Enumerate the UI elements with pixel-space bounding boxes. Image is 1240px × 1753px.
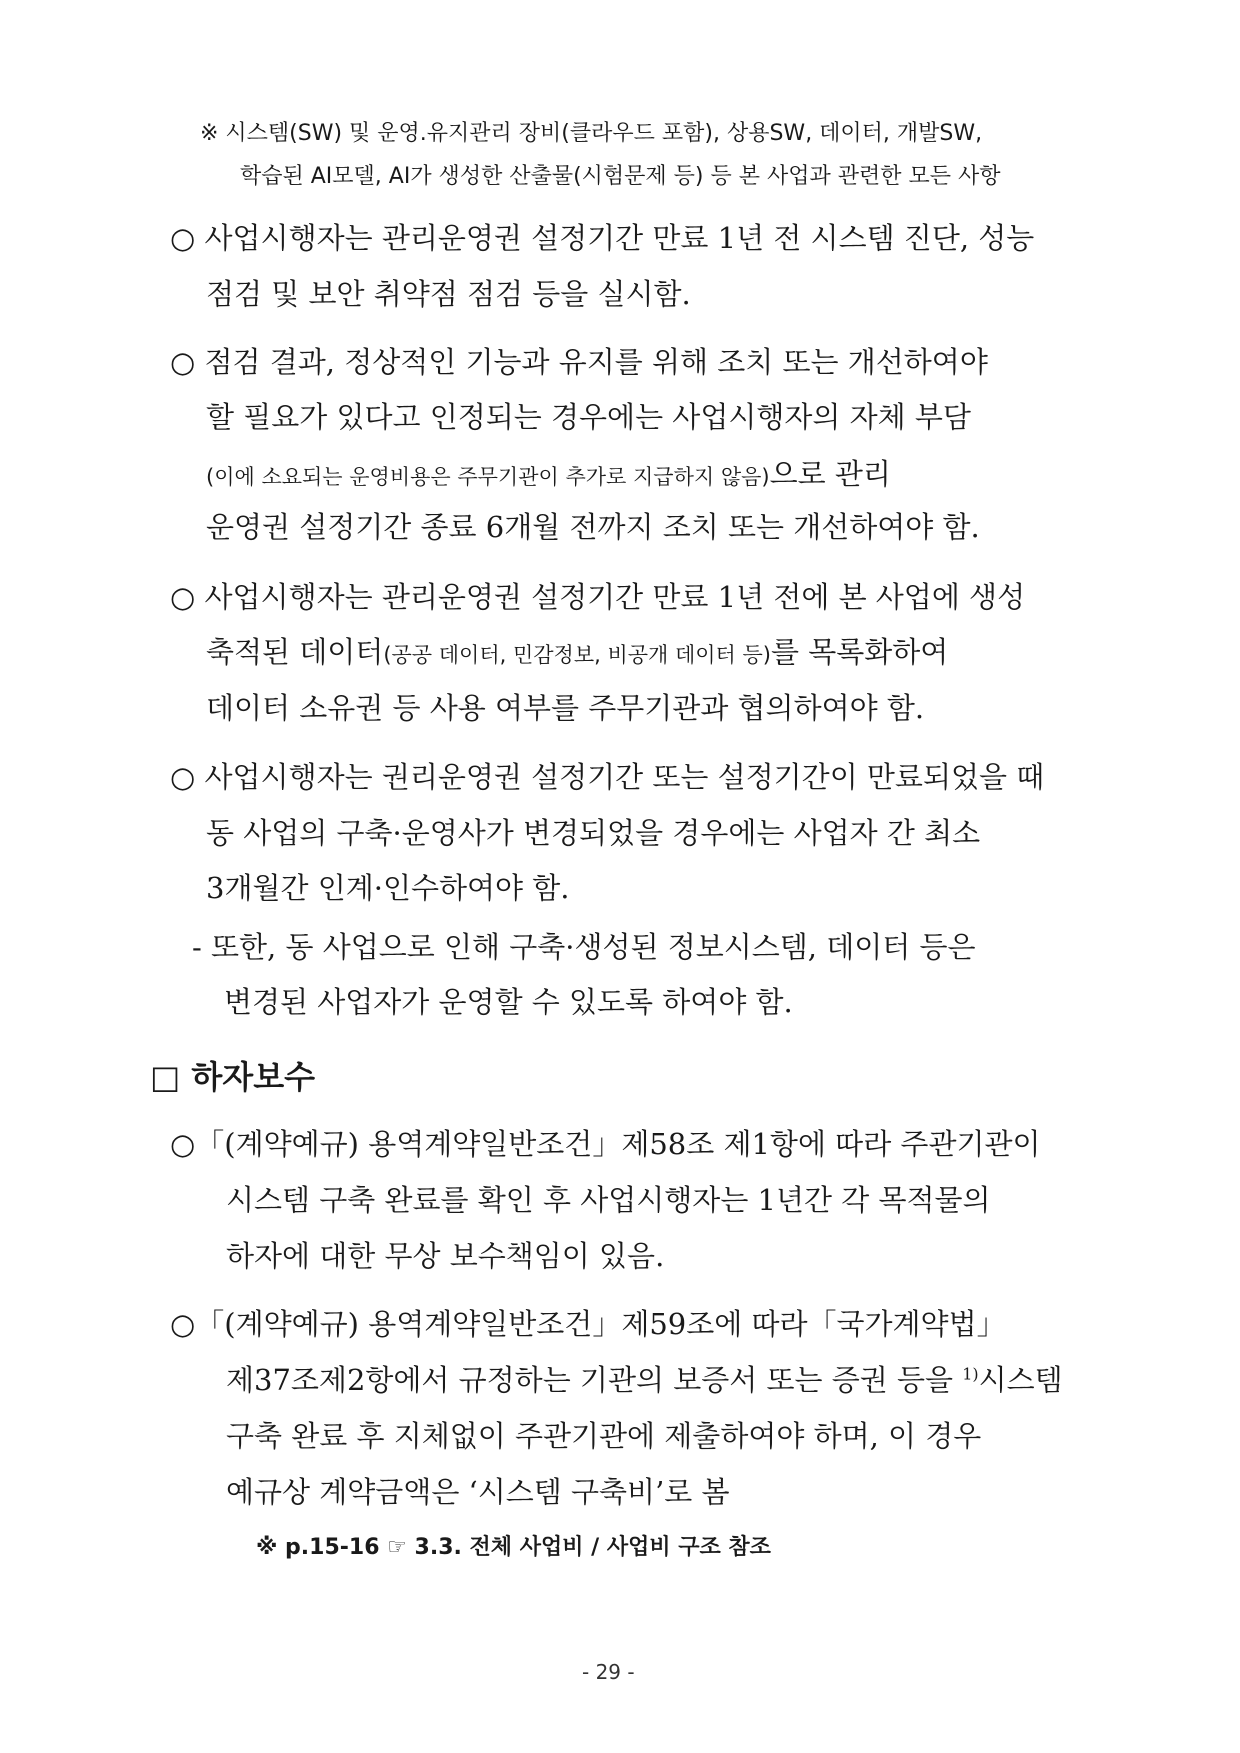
section-item-1-line-1: ○「(계약예규) 용역계약일반조건」제58조 제1항에 따라 주관기관이 <box>170 1127 1041 1161</box>
item-3-line-3: 데이터 소유권 등 사용 여부를 주무기관과 협의하여야 함. <box>206 691 925 725</box>
section-item-2-line-3: 구축 완료 후 지체없이 주관기관에 제출하여야 하며, 이 경우 <box>226 1419 982 1453</box>
section-item-2-line-2 <box>226 1358 1063 1399</box>
reference-note: ※ p.15-16 ☞ 3.3. 전체 사업비 / 사업비 구조 참조 <box>256 1535 771 1560</box>
item-2-line-2: 할 필요가 있다고 인정되는 경우에는 사업시행자의 자체 부담 <box>206 400 971 434</box>
item-4-sub-line-2: 변경된 사업자가 운영할 수 있도록 하여야 함. <box>224 985 793 1019</box>
page-number: - 29 - <box>582 1660 635 1684</box>
note-line-1: ※ 시스템(SW) 및 운영.유지관리 장비(클라우드 포함), 상용SW, 데이터, 개발SW, <box>200 121 983 146</box>
section-item-2-line-4: 예규상 계약금액은 ‘시스템 구축비’로 봄 <box>226 1475 730 1509</box>
item-3-line-2 <box>206 630 948 671</box>
item-4-line-3: 3개월간 인계·인수하여야 함. <box>206 871 570 905</box>
section-item-2-line-1: ○「(계약예규) 용역계약일반조건」제59조에 따라「국가계약법」 <box>170 1307 1006 1341</box>
item-2-line-3 <box>206 452 891 493</box>
section-item-1-line-2: 시스템 구축 완료를 확인 후 사업시행자는 1년간 각 목적물의 <box>226 1183 991 1217</box>
item-4-sub-line-1: - 또한, 동 사업으로 인해 구축·생성된 정보시스템, 데이터 등은 <box>192 930 976 964</box>
item-1-line-1: ○ 사업시행자는 관리운영권 설정기간 만료 1년 전 시스템 진단, 성능 <box>170 221 1035 255</box>
section-item-2-line-2-a: 제37조제2항에서 규정하는 기관의 보증서 또는 증권 등을 <box>226 1363 963 1397</box>
item-4-line-2: 동 사업의 구축·운영사가 변경되었을 경우에는 사업자 간 최소 <box>206 816 981 850</box>
item-3-line-2-b: 를 목록화하여 <box>771 635 949 669</box>
item-2-line-4: 운영권 설정기간 종료 6개월 전까지 조치 또는 개선하여야 함. <box>206 510 980 544</box>
section-heading: □ 하자보수 <box>150 1058 316 1096</box>
note-line-2: 학습된 AI모델, AI가 생성한 산출물(시험문제 등) 등 본 사업과 관련한 모든 사항 <box>240 164 1001 189</box>
item-2-parenthetical: (이에 소요되는 운영비용은 주무기관이 추가로 지급하지 않음) <box>206 465 770 489</box>
footnote-marker: 1) <box>962 1364 979 1384</box>
item-1-line-2: 점검 및 보안 취약점 점검 등을 실시함. <box>206 277 691 311</box>
item-2-line-3-rest: 으로 관리 <box>769 457 891 491</box>
item-4-line-1: ○ 사업시행자는 권리운영권 설정기간 또는 설정기간이 만료되었을 때 <box>170 760 1045 794</box>
section-item-2-line-2-b: 시스템 <box>978 1363 1063 1397</box>
section-item-1-line-3: 하자에 대한 무상 보수책임이 있음. <box>226 1239 665 1273</box>
item-2-line-1: ○ 점검 결과, 정상적인 기능과 유지를 위해 조치 또는 개선하여야 <box>170 345 988 379</box>
item-3-parenthetical: (공공 데이터, 민감정보, 비공개 데이터 등) <box>383 643 771 667</box>
item-3-line-2-a: 축적된 데이터 <box>206 635 384 669</box>
item-3-line-1: ○ 사업시행자는 관리운영권 설정기간 만료 1년 전에 본 사업에 생성 <box>170 580 1026 614</box>
